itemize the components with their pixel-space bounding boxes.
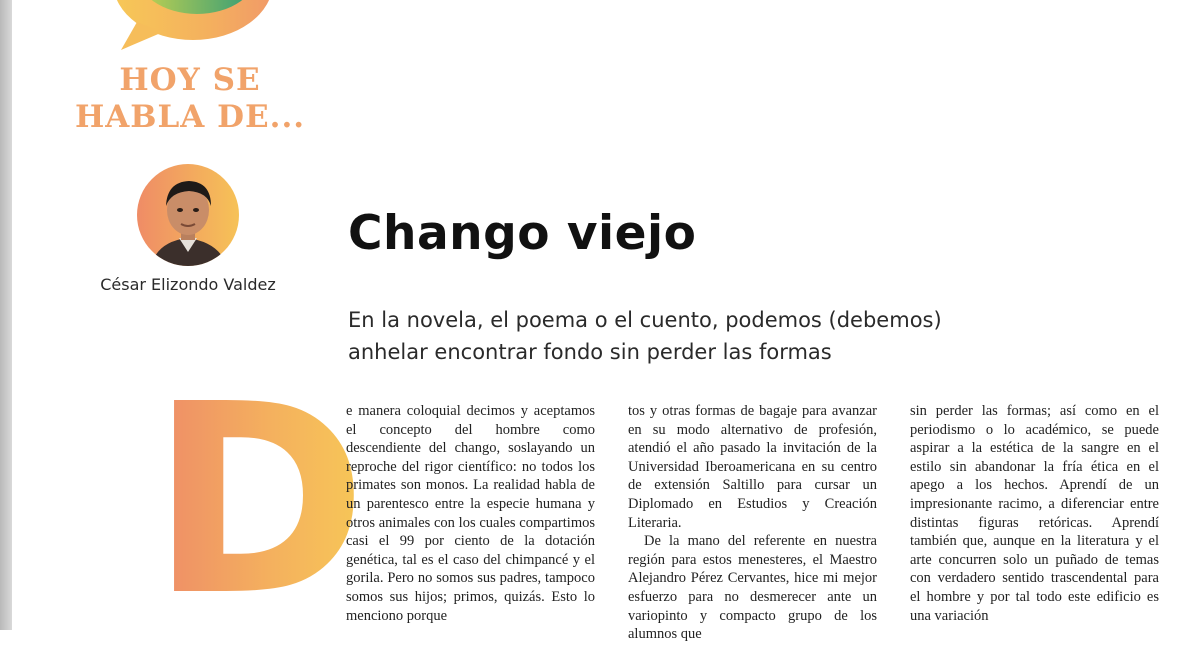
paragraph: De la mano del referente en nuestra región para estos menesteres, el Maestro Alejandro Pérez Cervantes, hice mi mejor esfuerzo para no desmerecer ante un variopinto y compacto grupo de los alumnos que: [628, 533, 877, 643]
article-column-2: [628, 402, 877, 644]
section-title-line2: HABLA DE...: [74, 99, 306, 135]
author-avatar: [137, 164, 239, 266]
article-column-1: [346, 402, 595, 625]
article-column-3: [910, 402, 1159, 625]
author-portrait-icon: [137, 164, 239, 266]
article-subtitle: En la novela, el poema o el cuento, podemos (debemos) anhelar encontrar fondo sin perder las formas: [348, 308, 942, 364]
author-name: César Elizondo Valdez: [100, 275, 276, 294]
section-title-line1: HOY SE: [119, 62, 261, 98]
section-title: [60, 62, 320, 136]
paragraph: e manera coloquial decimos y aceptamos el concepto del hombre como descendiente del chango, soslayando un reproche del rigor científico: no todos los primates son monos. La realidad habla de un parentesco entre la especie humana y otros animales con los cuales compartimos casi el 99 por ciento de la dotación genética, tal es el caso del chimpancé y el gorila. Pero no somos sus padres, tampoco somos sus hijos; primos, quizás. Esto lo menciono porque: [346, 403, 595, 624]
drop-cap: D: [150, 348, 368, 653]
paragraph: tos y otras formas de bagaje para avanzar en su modo alternativo de profesión, atendió el año pasado la invitación de la Universidad Iberoamericana en su centro de extensión Saltillo para cursar un Diplomado en Estudios y Creación Literaria.: [628, 403, 877, 531]
speech-bubble-logo-icon: [105, 0, 275, 55]
paragraph: sin perder las formas; así como en el periodismo o lo académico, se puede aspirar a la estética de la sangre en el estilo sin abandonar la fría ética en el apego a los hechos. Aprendí de un impresionante racimo, a diferenciar entre distintas figuras retóricas. Aprendí también que, aunque en la literatura y el arte concurren solo un puñado de temas con verdadero sentido trascendental para el hombre y por tal todo este edificio es una variación: [910, 403, 1159, 624]
article-title: Chango viejo: [348, 206, 697, 261]
page-edge: [0, 0, 12, 630]
